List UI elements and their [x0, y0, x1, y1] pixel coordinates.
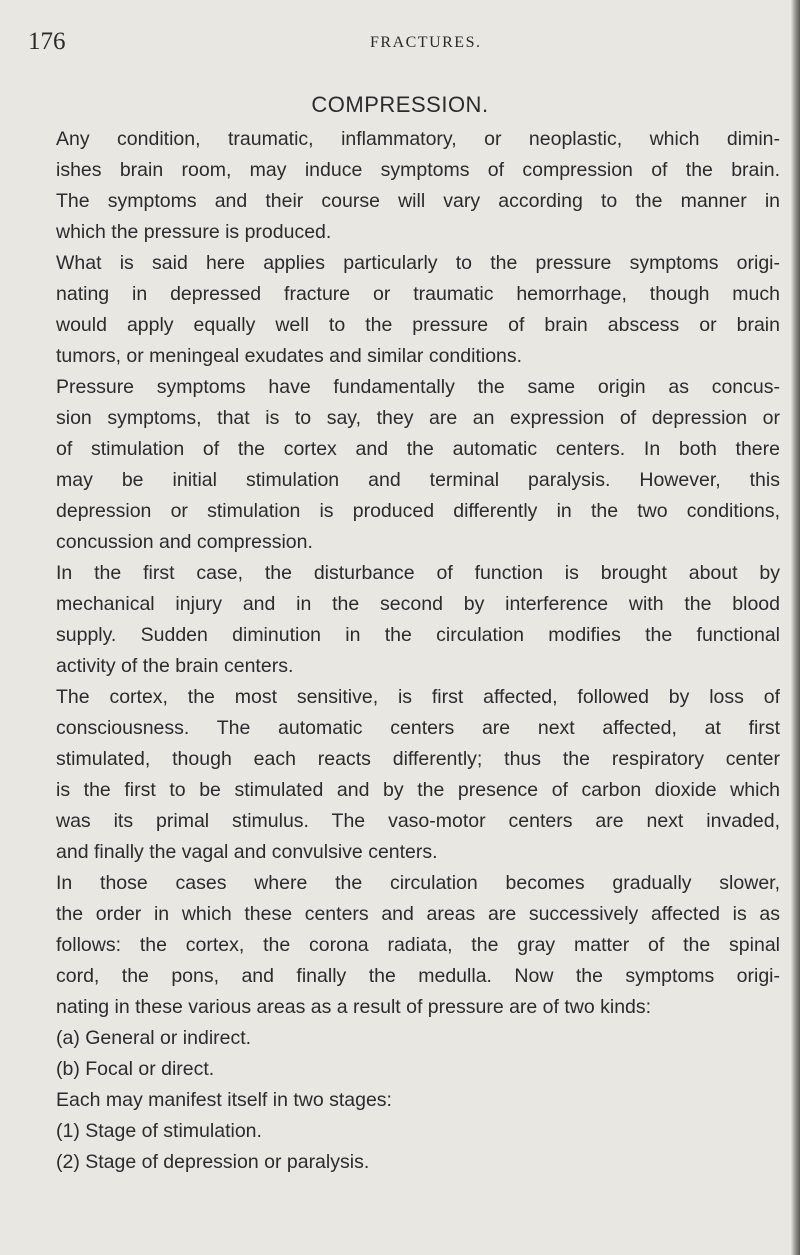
text-line: which the pressure is produced. [56, 221, 332, 243]
body-text [56, 124, 780, 1178]
text-line: (b) Focal or direct. [56, 1058, 215, 1080]
text-line: mechanical injury and in the second by interference with the blood [56, 593, 780, 615]
text-line: of stimulation of the cortex and the automatic centers. In both there [56, 438, 780, 460]
text-line: (1) Stage of stimulation. [56, 1120, 262, 1142]
text-line: The cortex, the most sensitive, is first affected, followed by loss of [56, 686, 780, 708]
paragraph [56, 1147, 780, 1178]
text-line: cord, the pons, and finally the medulla. Now the symptoms origi- [56, 965, 780, 987]
paragraph [56, 1085, 780, 1116]
running-head: FRACTURES. [370, 34, 482, 51]
text-line: supply. Sudden diminution in the circulation modifies the functional [56, 624, 780, 646]
paragraph [56, 1023, 780, 1054]
text-line: ishes brain room, may induce symptoms of compression of the brain. [56, 159, 780, 181]
page-edge-shadow [791, 0, 800, 1255]
paragraph [56, 124, 780, 248]
paragraph [56, 1116, 780, 1147]
text-line: In those cases where the circulation becomes gradually slower, [56, 872, 780, 894]
section-title: COMPRESSION. [311, 92, 489, 117]
text-line: may be initial stimulation and terminal paralysis. However, this [56, 469, 780, 491]
paragraph [56, 248, 780, 372]
text-line: would apply equally well to the pressure of brain abscess or brain [56, 314, 780, 336]
paragraph [56, 558, 780, 682]
text-line: was its primal stimulus. The vaso-motor centers are next invaded, [56, 810, 780, 832]
text-line: tumors, or meningeal exudates and similar conditions. [56, 345, 523, 367]
text-line: activity of the brain centers. [56, 655, 294, 677]
paragraph [56, 372, 780, 558]
text-line: Pressure symptoms have fundamentally the same origin as concus- [56, 376, 780, 398]
paragraph [56, 682, 780, 868]
page-number: 176 [28, 28, 66, 55]
text-line: the order in which these centers and areas are successively affected is as [56, 903, 780, 925]
paragraph [56, 1054, 780, 1085]
text-line: sion symptoms, that is to say, they are an expression of depression or [56, 407, 780, 429]
text-line: (a) General or indirect. [56, 1027, 252, 1049]
text-line: and finally the vagal and convulsive centers. [56, 841, 438, 863]
text-line: nating in these various areas as a result of pressure are of two kinds: [56, 996, 652, 1018]
text-line: depression or stimulation is produced differently in the two conditions, [56, 500, 780, 522]
text-line: concussion and compression. [56, 531, 313, 553]
text-line: Any condition, traumatic, inflammatory, or neoplastic, which dimin- [56, 128, 780, 150]
text-line: nating in depressed fracture or traumatic hemorrhage, though much [56, 283, 780, 305]
text-line: In the first case, the disturbance of function is brought about by [56, 562, 780, 584]
text-line: consciousness. The automatic centers are next affected, at first [56, 717, 780, 739]
text-line: The symptoms and their course will vary according to the manner in [56, 190, 780, 212]
text-line: What is said here applies particularly to the pressure symptoms origi- [56, 252, 780, 274]
page-header [28, 28, 728, 60]
paragraph [56, 868, 780, 1023]
text-line: Each may manifest itself in two stages: [56, 1089, 392, 1111]
text-line: follows: the cortex, the corona radiata, the gray matter of the spinal [56, 934, 780, 956]
text-line: (2) Stage of depression or paralysis. [56, 1151, 370, 1173]
text-line: stimulated, though each reacts differently; thus the respiratory center [56, 748, 780, 770]
text-line: is the first to be stimulated and by the presence of carbon dioxide which [56, 779, 780, 801]
